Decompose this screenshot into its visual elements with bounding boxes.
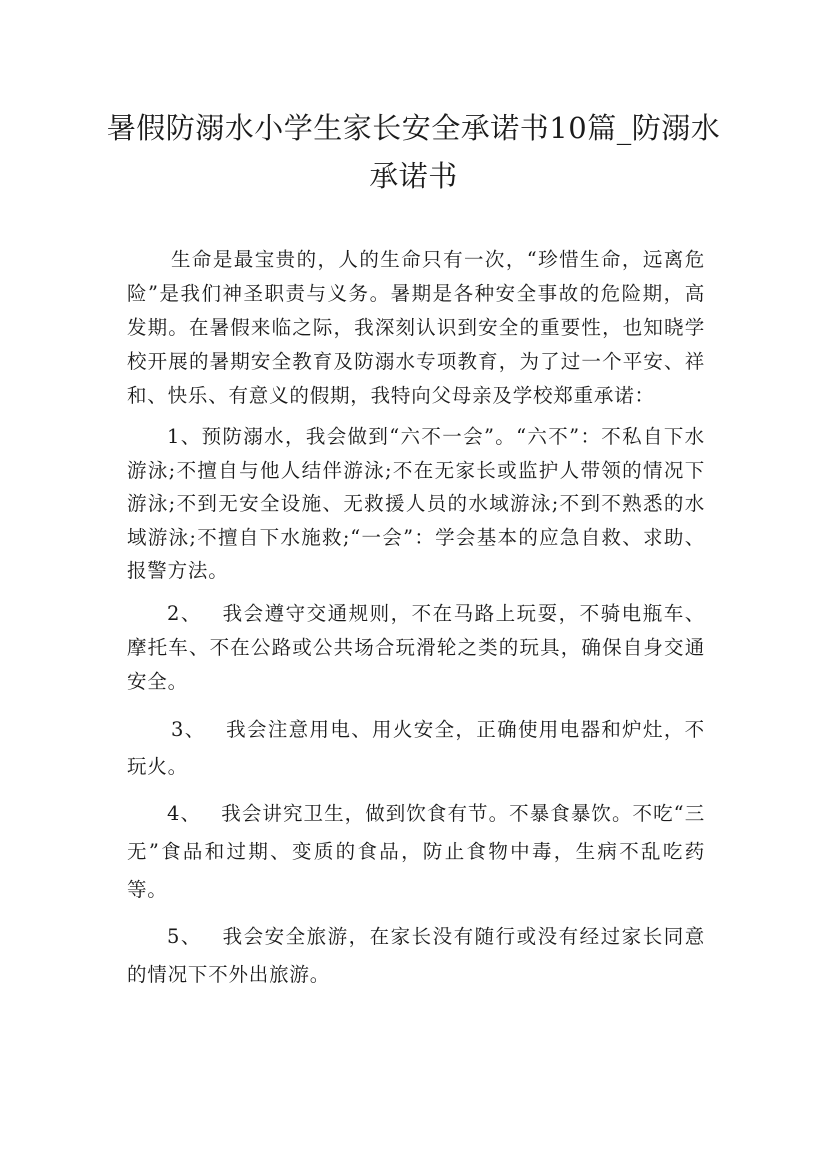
document-title: 暑假防溺水小学生家长安全承诺书10篇_防溺水承诺书 [106, 111, 721, 193]
document-body [127, 243, 705, 994]
paragraph-text: 生命是最宝贵的，人的生命只有一次，“珍惜生命，远离危险”是我们神圣职责与义务。暑期是各种安全事故的危险期，高发期。在暑假来临之际，我深刻认识到安全的重要性，也知晓学校开展的暑期安全教育及防溺水专项教育，为了过一个平安、祥和、快乐、有意义的假期，我特向父母亲及学校郑重承诺： [127, 248, 705, 407]
item-number: 4、 [167, 801, 202, 825]
pledge-item-3 [127, 711, 705, 785]
item-text: 我会讲究卫生，做到饮食有节。不暴食暴饮。不吃“三无”食品和过期、变质的食品，防止食物中毒，生病不乱吃药等。 [127, 801, 705, 901]
item-number: 2、 [167, 601, 202, 625]
item-number: 3、 [171, 717, 206, 741]
intro-paragraph [127, 243, 705, 413]
pledge-item-4 [127, 795, 705, 909]
pledge-item-5 [127, 918, 705, 994]
item-number: 5、 [167, 924, 202, 948]
item-number: 1、 [167, 425, 202, 448]
item-text: 预防溺水，我会做到“六不一会”。“六不”：不私自下水游泳;不擅自与他人结伴游泳;不在无家长或监护人带领的情况下游泳;不到无安全设施、无救援人员的水域游泳;不到不熟悉的水域游泳;不擅自下水施救;“一会”：学会基本的应急自救、求助、报警方法。 [127, 425, 705, 582]
item-text: 我会注意用电、用火安全，正确使用电器和炉灶，不玩火。 [127, 717, 705, 778]
pledge-item-2 [127, 597, 705, 699]
pledge-item-1 [127, 420, 705, 588]
item-text: 我会遵守交通规则，不在马路上玩耍，不骑电瓶车、摩托车、不在公路或公共场合玩滑轮之类的玩具，确保自身交通安全。 [127, 601, 705, 693]
item-text: 我会安全旅游，在家长没有随行或没有经过家长同意的情况下不外出旅游。 [127, 924, 705, 986]
